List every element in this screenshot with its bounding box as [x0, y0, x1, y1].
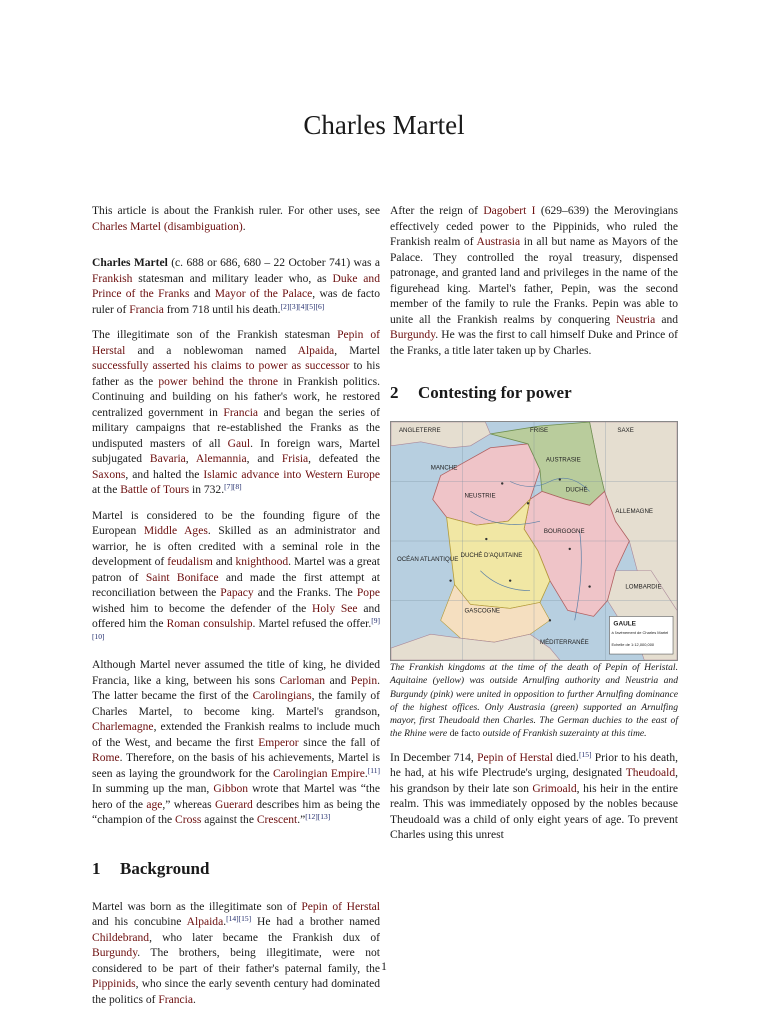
hatnote-suffix: .: [242, 220, 246, 233]
link-francia[interactable]: Francia: [129, 303, 164, 316]
map-label-austrasie: AUSTRASIE: [545, 456, 581, 464]
text: and: [212, 556, 236, 568]
text: .: [193, 993, 196, 1006]
link-carloman[interactable]: Carloman: [279, 674, 326, 687]
text: , defeated the: [308, 453, 380, 465]
link-alpaida[interactable]: Alpaida: [297, 344, 335, 357]
left-column: [92, 204, 380, 1018]
citation-refs[interactable]: [7][8]: [224, 482, 242, 491]
legend-subtitle: à l'avènement de Charles Martel: [611, 630, 669, 636]
link-carolingians[interactable]: Carolingians: [252, 690, 312, 702]
link-roman-consulship[interactable]: Roman consulship: [166, 618, 253, 630]
text: and the Franks. The: [253, 587, 357, 599]
map-label-saxe: SAXE: [617, 426, 634, 434]
link-feudalism[interactable]: feudalism: [167, 556, 213, 568]
citation-ref[interactable]: [14][15]: [226, 914, 252, 923]
link-francia[interactable]: Francia: [158, 993, 194, 1006]
disambiguation-link[interactable]: Charles Martel (disambiguation): [92, 220, 243, 233]
link-battle-of-tours[interactable]: Battle of Tours: [120, 484, 190, 496]
text: statesman and military leader who, as: [132, 272, 333, 285]
link-successor[interactable]: successfully asserted his claims to power as successor: [92, 360, 350, 372]
text: from 718 until his death.: [163, 303, 281, 316]
paragraph-2: [92, 328, 380, 499]
text: ,” whereas: [162, 798, 215, 811]
text: . The brothers, being illegitimate, were not considered to be part of their father's paternal family, the: [92, 947, 380, 975]
text: The illegitimate son of the Frankish statesman: [92, 329, 338, 341]
text: .”: [297, 814, 306, 826]
link-middle-ages[interactable]: Middle Ages: [143, 525, 208, 537]
text: ,: [185, 453, 196, 465]
text: , Martel: [334, 344, 380, 357]
link-frisia[interactable]: Frisia: [281, 453, 309, 465]
text: , the family of Charles Martel, to become king. Martel's grandson,: [92, 690, 380, 718]
link-alpaida[interactable]: Alpaida: [186, 916, 224, 928]
text: In December 714,: [390, 751, 478, 764]
text: , was de facto ruler of: [92, 288, 380, 316]
citation-ref[interactable]: [11]: [367, 765, 381, 775]
text: wrote that Martel was “the hero of the: [92, 783, 380, 811]
text: (629–639) the Merovingians effectively ceded power to the Pippinids, who ruled the Frankish realm of: [390, 205, 678, 248]
paragraph-4: [92, 658, 380, 829]
intro-paragraph: [92, 256, 380, 318]
link-papacy[interactable]: Papacy: [220, 587, 254, 599]
link-neustria[interactable]: Neustria: [616, 313, 656, 326]
link-childebrand[interactable]: Childebrand: [92, 931, 150, 944]
link-gibbon[interactable]: Gibbon: [213, 783, 249, 795]
text: . Martel was a great patron of: [92, 556, 380, 584]
citation-ref[interactable]: [15]: [578, 749, 592, 759]
link-burgundy[interactable]: Burgundy: [390, 329, 436, 341]
paragraph-3: [92, 509, 380, 649]
link-pepin[interactable]: Pepin: [350, 674, 378, 687]
map-label-mediterranee: MÉDITERRANÉE: [539, 639, 589, 647]
text: at the: [92, 484, 121, 496]
text: since the fall of: [298, 736, 381, 749]
hatnote-text: This article is about the Frankish ruler. For other uses, see: [92, 205, 380, 217]
paragraph-5: [92, 900, 380, 1009]
text: , who since the early seventh century had dominated the politics of: [92, 978, 380, 1006]
legend-title: GAULE: [613, 620, 636, 628]
link-rome[interactable]: Rome: [92, 752, 120, 764]
hatnote: [92, 204, 380, 235]
text: Martel was born as the illegitimate son of: [92, 900, 302, 913]
link-austrasia[interactable]: Austrasia: [476, 236, 521, 248]
text: In summing up the man,: [92, 783, 214, 795]
caption-text: The Frankish kingdoms at the time of the death of Pepin of Heristal. Aquitaine (yellow) was outside Arnulfing authority and Neustria and Burgundy (pink) were united in opposition to further Arnulfing dominance of the highest offices. Only Austrasia (green) supported an Arnulfing mayor, first Theudoald then Charles. The German duchies to the east of the Rhine were: [390, 662, 678, 740]
text: He had a brother named: [251, 916, 380, 928]
text: Prior to his death, he had, at his wife Plectrude's urging, designated: [390, 751, 678, 780]
citation-refs[interactable]: [12][13]: [305, 812, 331, 821]
link-guerard[interactable]: Guerard: [215, 798, 253, 811]
section-heading-contesting: [390, 383, 678, 403]
link-burgundy[interactable]: Burgundy: [92, 947, 138, 959]
map-label-allemagne: ALLEMAGNE: [615, 508, 654, 516]
link-carolingian-empire[interactable]: Carolingian Empire: [272, 767, 365, 780]
text: .: [223, 916, 227, 928]
link-bavaria[interactable]: Bavaria: [149, 453, 186, 465]
link-dagobert[interactable]: Dagobert I: [483, 205, 536, 217]
section-title: Background: [120, 858, 210, 878]
link-grimoald[interactable]: Grimoald: [532, 782, 577, 795]
text: describes him as being the “champion of the: [92, 798, 380, 826]
text: and began the series of military campaigns that re-established the Franks as the undisputed masters of all: [92, 406, 380, 450]
map-label-bourgogne: BOURGOGNE: [543, 528, 585, 536]
text: in 732.: [189, 484, 225, 496]
link-islamic-advance[interactable]: Islamic advance into Western Europe: [203, 468, 380, 481]
link-saint-boniface[interactable]: Saint Boniface: [145, 571, 219, 584]
map-caption: [390, 661, 678, 741]
link-theudoald[interactable]: Theudoald: [625, 767, 676, 780]
link-age[interactable]: age: [146, 798, 163, 811]
link-francia[interactable]: Francia: [223, 406, 259, 419]
text: and a noblewoman named: [125, 344, 298, 357]
text: (c. 688 or 686, 680 – 22 October 741) was a: [167, 257, 380, 269]
subject-name: Charles Martel: [92, 257, 168, 269]
link-mayor-palace[interactable]: Mayor of the Palace: [214, 288, 313, 300]
text: , his heir in the entire realm. This was immediately opposed by the nobles because Theudoald was a child of only eight years of age. To prevent Charles using this unrest: [390, 782, 679, 842]
text: in all but name as Mayors of the Palace. They controlled the royal treasury, dispensed patronage, and granted land and privileges in the name of the figurehead king. Martel's father, Pepin, was the second member of the family to rule the Franks. Pepin was able to unite all the Frankish realms by conquering: [390, 236, 678, 326]
text: . He was the first to call himself Duke and Prince of the Franks, a title later taken up by Charles.: [390, 329, 678, 357]
page-number: 1: [381, 961, 387, 973]
map-label-manche: MANCHE: [430, 464, 458, 472]
text: , and: [246, 453, 282, 465]
link-saxons[interactable]: Saxons: [92, 468, 126, 481]
text: . Martel refused the offer.: [252, 618, 372, 630]
map-label-angleterre: ANGLETERRE: [398, 426, 441, 434]
map-label-aquitaine: DUCHÉ D'AQUITAINE: [460, 551, 523, 559]
link-pepin-herstal[interactable]: Pepin of Herstal: [477, 751, 553, 764]
link-pepin-herstal[interactable]: Pepin of Herstal: [92, 329, 380, 357]
text: . The latter became the first of the: [92, 674, 380, 702]
text: died.: [552, 751, 579, 764]
link-emperor[interactable]: Emperor: [258, 736, 299, 749]
right-column: [390, 204, 678, 854]
text: . Therefore, on the basis of his achievements, Martel is seen as laying the groundwork for the: [92, 752, 380, 780]
link-holy-see[interactable]: Holy See: [312, 602, 358, 615]
citation-refs[interactable]: [2][3][4][5][6]: [280, 301, 325, 311]
link-frankish[interactable]: Frankish: [92, 272, 133, 285]
link-knighthood[interactable]: knighthood: [235, 556, 289, 568]
link-cross[interactable]: Cross: [175, 814, 202, 826]
text: and made the first attempt at reconciliation between the: [92, 571, 380, 599]
text: and his concubine: [92, 916, 187, 928]
text: , and halted the: [125, 468, 204, 481]
link-pepin-herstal[interactable]: Pepin of Herstal: [301, 900, 380, 913]
citation-refs[interactable]: [9][10]: [92, 616, 380, 641]
link-pope[interactable]: Pope: [356, 587, 380, 599]
section-number: 2: [390, 383, 399, 402]
text: and: [655, 313, 678, 326]
link-crescent[interactable]: Crescent: [256, 814, 298, 826]
text: wished him to become the defender of the: [92, 602, 312, 615]
link-power-behind-throne[interactable]: power behind the throne: [158, 375, 278, 388]
text: and offered him the: [92, 602, 380, 630]
link-gaul[interactable]: Gaul: [227, 437, 251, 450]
text: , who later became the Frankish dux of: [149, 931, 380, 944]
text: to his father as the: [92, 360, 380, 388]
section-number: 1: [92, 858, 101, 878]
paragraph-7: [390, 751, 678, 844]
map-label-ocean: OCÉAN ATLANTIQUE: [396, 555, 459, 563]
text: Although Martel never assumed the title of king, he divided Francia, like a king, between his sons: [92, 659, 380, 687]
text: against the: [201, 814, 257, 826]
caption-text: outside of Frankish suzerainty at this time.: [482, 728, 647, 740]
link-alemannia[interactable]: Alemannia: [195, 453, 247, 465]
link-duke-prince[interactable]: Duke and Prince of the Franks: [92, 272, 380, 300]
legend-scale: Echelle de 1:12,000,000: [611, 642, 655, 648]
text: . In foreign wars, Martel subjugated: [92, 437, 380, 465]
text: , his grandson by their late son: [390, 767, 678, 795]
link-pippinids[interactable]: Pippinids: [92, 978, 136, 990]
text: . Skilled as an administrator and warrior, he is often credited with a seminal role in the development of: [92, 525, 380, 568]
map-label-lombardie: LOMBARDIE: [625, 583, 662, 591]
map-label-neustrie: NEUSTRIE: [464, 492, 496, 500]
frankish-kingdoms-map[interactable]: [390, 421, 678, 661]
text: Martel is considered to be the founding figure of the European: [92, 509, 380, 537]
text: , extended the Frankish realms to include much of the West, and became the first: [92, 721, 380, 749]
text: .: [364, 767, 368, 780]
map-label-gascogne: GASCOGNE: [464, 607, 501, 615]
text: and: [189, 288, 215, 300]
text: in Frankish politics. Continuing and building on his father's work, he restored centralized government in: [92, 375, 380, 419]
map-label-frise: FRISE: [530, 426, 549, 434]
page-title: Charles Martel: [303, 110, 465, 140]
section-title: Contesting for power: [418, 383, 572, 402]
caption-upright-text: de facto: [447, 728, 483, 740]
text: and: [325, 674, 351, 687]
section-heading-background: [92, 859, 380, 879]
paragraph-6: [390, 204, 678, 359]
link-charlemagne[interactable]: Charlemagne: [92, 721, 154, 733]
text: After the reign of: [390, 205, 484, 217]
map-label-duche: DUCHÉ: [565, 486, 588, 494]
